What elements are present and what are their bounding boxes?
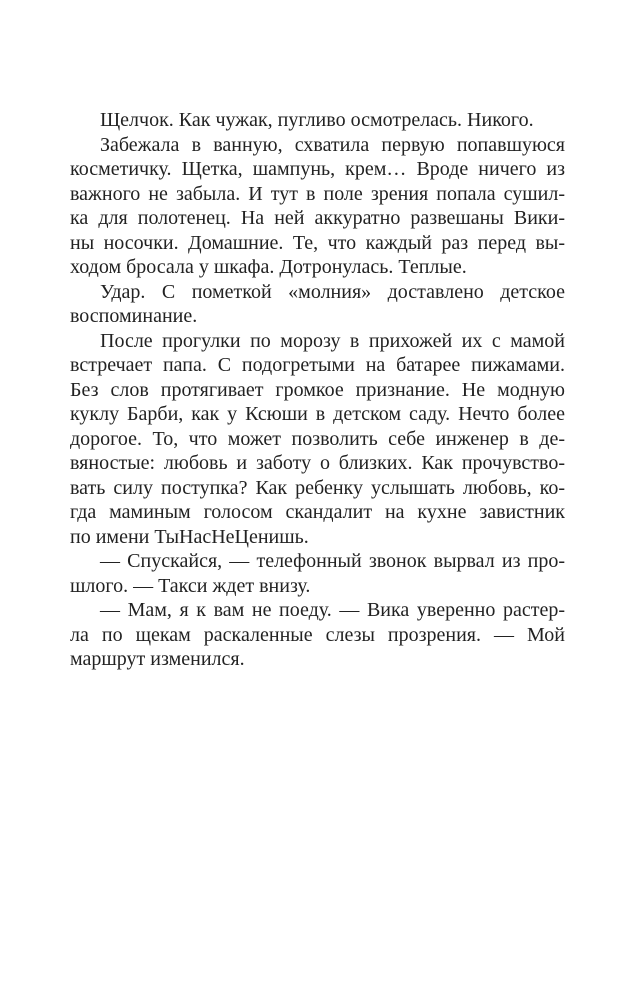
text-line: ходом бросала у шкафа. Дотронулась. Теплые.	[70, 256, 467, 278]
paragraph	[70, 329, 565, 550]
paragraph	[70, 549, 565, 598]
paragraph	[70, 598, 565, 672]
text-line: После прогулки по морозу в прихожей их с мамой	[100, 329, 565, 352]
text-line: Забежала в ванную, схватила первую попавшуюся	[100, 133, 565, 156]
paragraph	[70, 280, 565, 329]
paragraph	[70, 108, 565, 133]
text-line: — Спускайся, — телефонный звонок вырвал из про-	[100, 550, 565, 572]
text-line: маршрут изменился.	[70, 648, 245, 670]
page-text	[70, 108, 565, 672]
text-line: вать силу поступка? Как ребенку услышать любовь, ко-	[70, 476, 565, 499]
text-line: Щелчок. Как чужак, пугливо осмотрелась. Никого.	[100, 109, 534, 131]
text-line: вяностые: любовь и заботу о близких. Как прочувство-	[70, 452, 565, 474]
text-line: дорогое. То, что может позволить себе инженер в де-	[70, 427, 565, 450]
paragraph	[70, 133, 565, 280]
text-line: по имени ТыНасНеЦенишь.	[70, 525, 309, 548]
text-line: ла по щекам раскаленные слезы прозрения. — Мой	[70, 623, 565, 646]
text-line: Без слов протягивает громкое признание. Не модную	[70, 378, 565, 401]
text-line: гда маминым голосом скандалит на кухне завистник	[70, 501, 565, 523]
text-line: ка для полотенец. На ней аккуратно развешаны Вики-	[70, 207, 565, 229]
text-line: куклу Барби, как у Ксюши в детском саду. Нечто более	[70, 403, 565, 425]
text-line: — Мам, я к вам не поеду. — Вика уверенно растер-	[100, 599, 565, 621]
text-line: шлого. — Такси ждет внизу.	[70, 574, 311, 597]
text-line: воспоминание.	[70, 305, 198, 327]
text-line: встречает папа. С подогретыми на батарее пижамами.	[70, 354, 565, 376]
text-line: ны носочки. Домашние. Те, что каждый раз перед вы-	[70, 231, 565, 254]
text-line: важного не забыла. И тут в поле зрения попала сушил-	[70, 182, 565, 205]
text-line: Удар. С пометкой «молния» доставлено детское	[100, 280, 565, 303]
text-line: косметичку. Щетка, шампунь, крем… Вроде ничего из	[70, 158, 565, 180]
